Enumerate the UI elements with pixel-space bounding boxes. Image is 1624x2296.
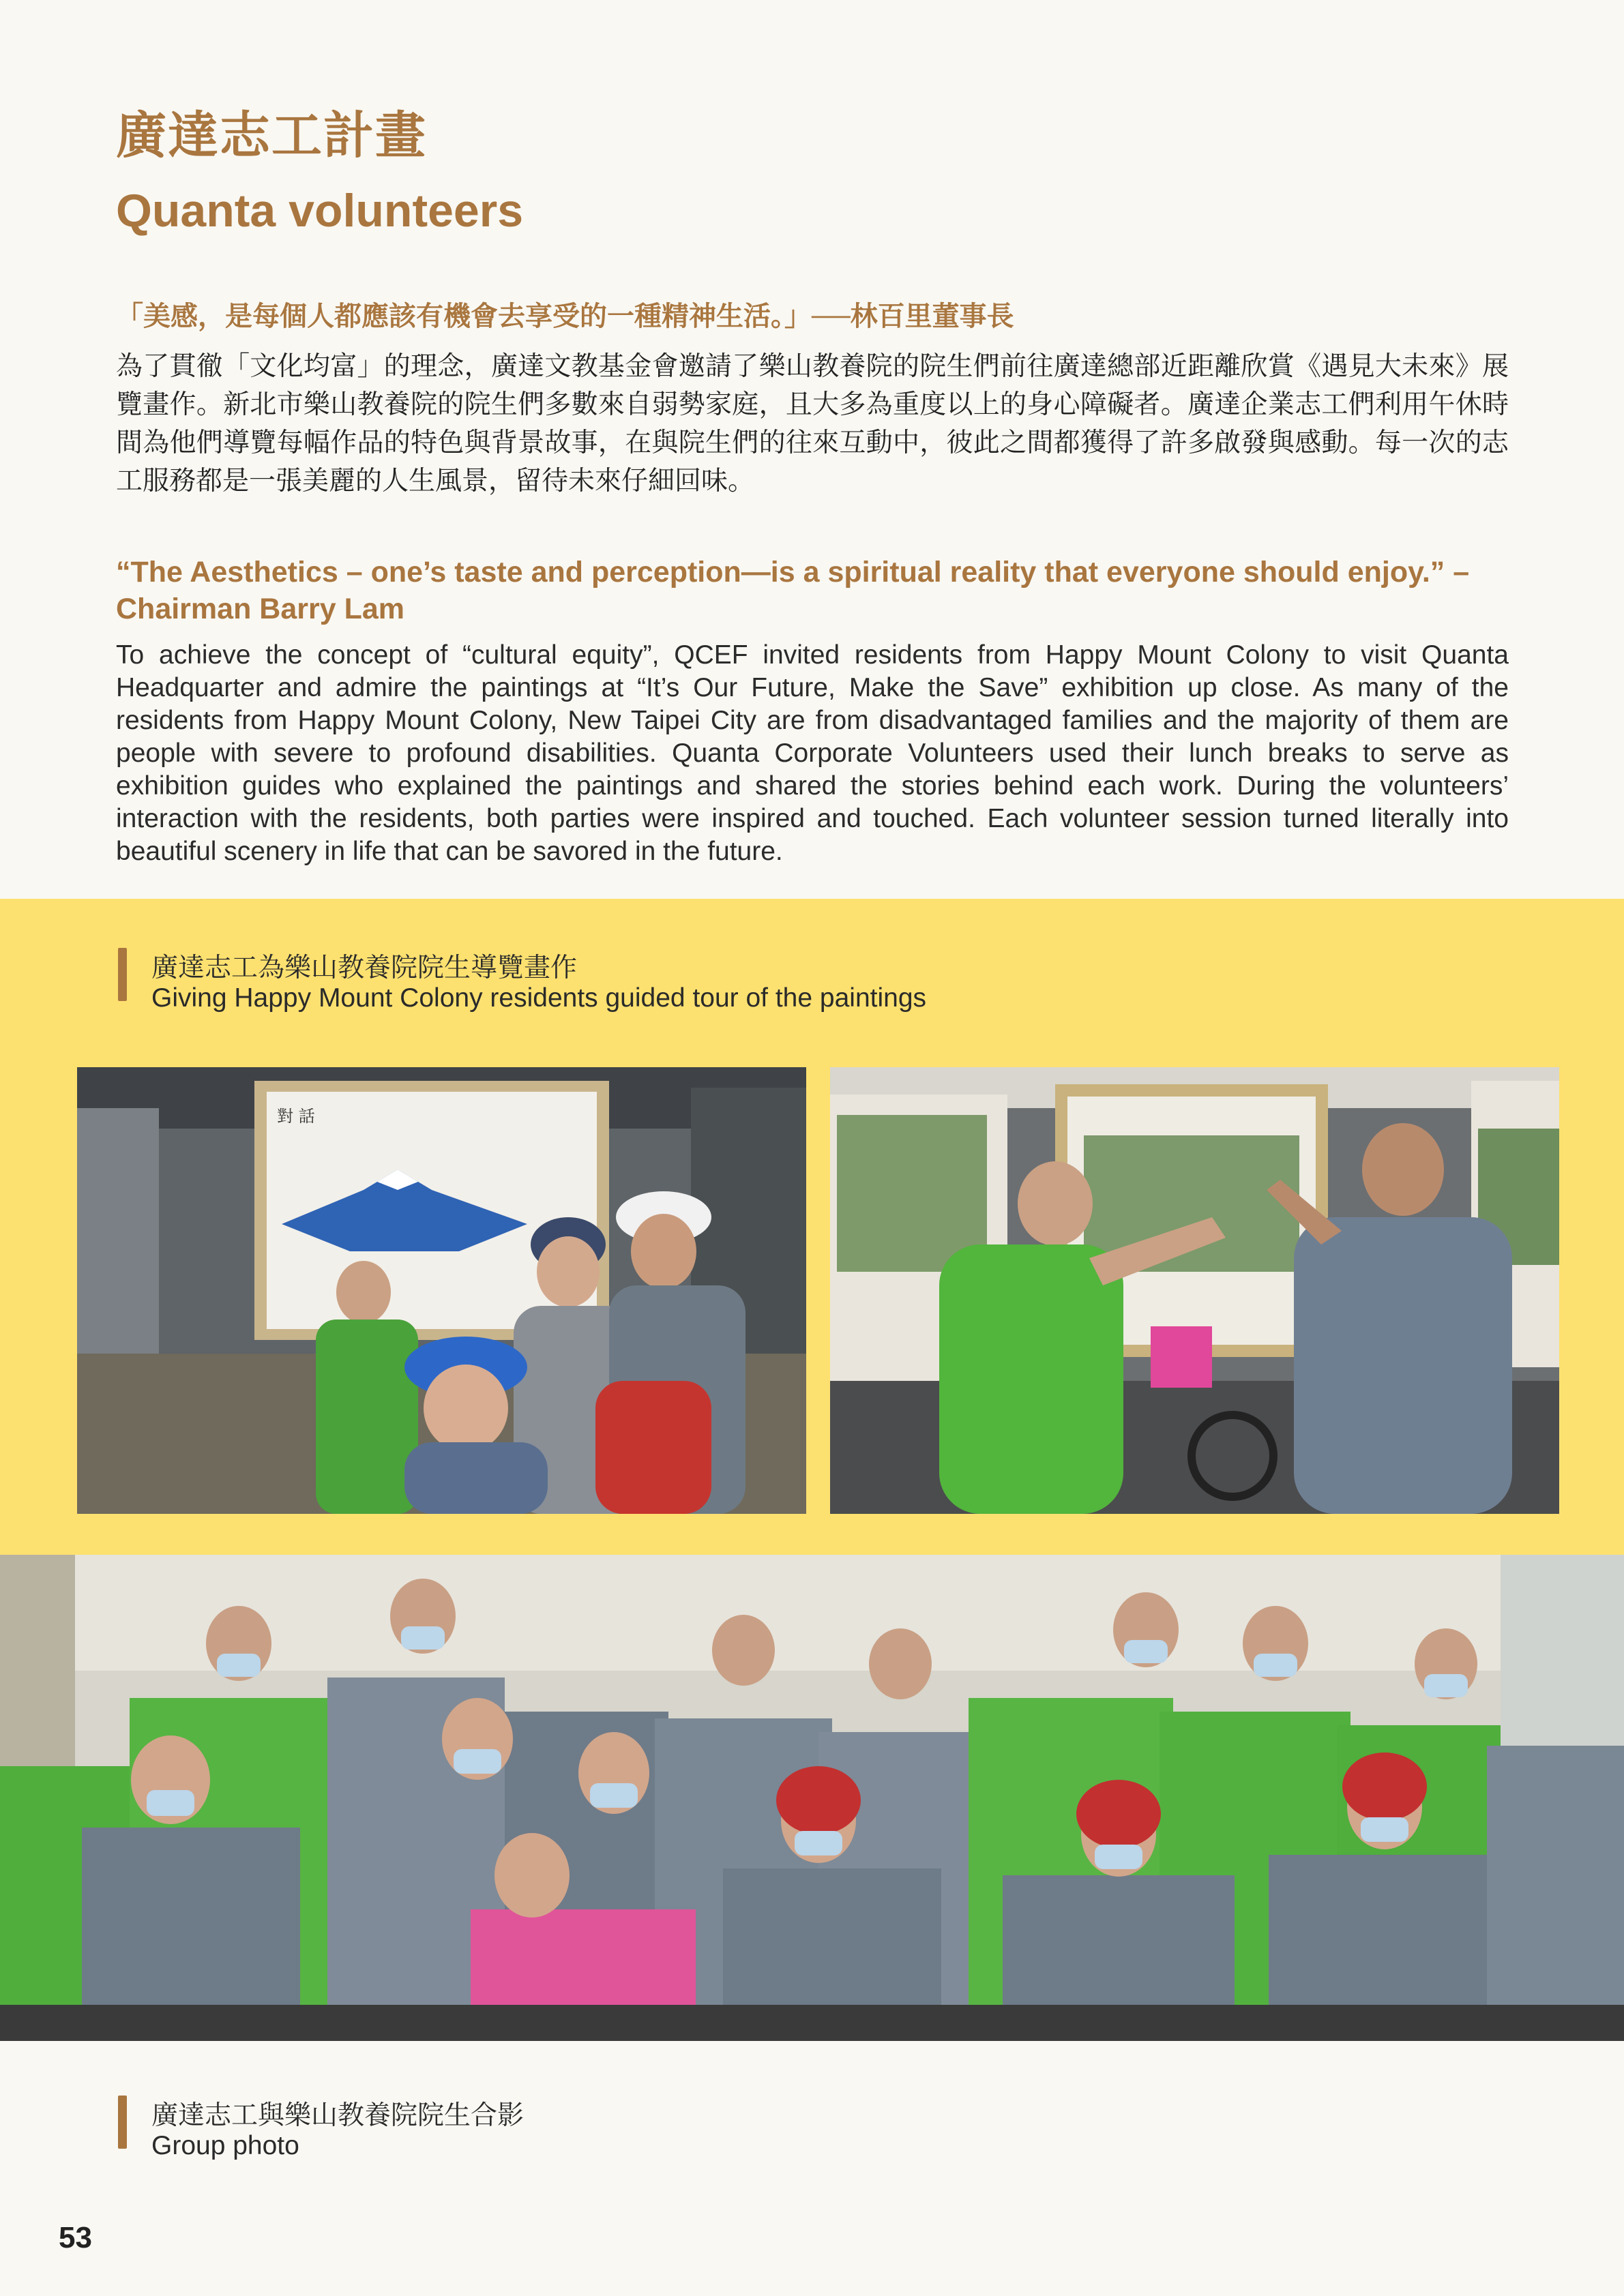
caption-tour-zh: 廣達志工為樂山教養院院生導覽畫作 [151,953,578,983]
page-number: 53 [59,2221,92,2254]
caption-marker [118,948,127,1001]
caption-marker [118,2096,127,2149]
caption-group-en: Group photo [151,2131,299,2160]
caption-group-zh: 廣達志工與樂山教養院院生合影 [151,2100,525,2131]
photo-guided-tour-left [77,1067,806,1514]
caption-tour-en: Giving Happy Mount Colony residents guided tour of the paintings [151,983,927,1013]
page-title-zh: 廣達志工計畫 [116,107,427,164]
painting-label-text: 對 話 [277,1107,315,1126]
photo-guided-tour-right [830,1067,1559,1514]
photo-group [0,1555,1624,2041]
paragraph-zh: 為了貫徹「文化均富」的理念，廣達文教基金會邀請了樂山教養院的院生們前往廣達總部近距離欣賞《遇見大未來》展覽畫作。新北市樂山教養院的院生們多數來自弱勢家庭，且大多為重度以上的身心障礙者。廣達企業志工們利用午休時間為他們導覽每幅作品的特色與背景故事，在與院生們的往來互動中，彼此之間都獲得了許多啟發與感動。每一次的志工服務都是一張美麗的人生風景，留待未來仔細回味。 [116,351,1509,496]
quote-zh: 「美感，是每個人都應該有機會去享受的一種精神生活。」──林百里董事長 [116,301,1014,331]
page-title-en: Quanta volunteers [116,185,524,237]
paragraph-en: To achieve the concept of “cultural equity”, QCEF invited residents from Happy Mount Colony to visit Quanta Headquarter and admire the paintings at “It’s Our Future, Make the Save” exhibition up close. As many of the residents from Happy Mount Colony, New Taipei City are from disadvantaged families and the majority of them are people with severe to profound disabilities. Quanta Corporate Volunteers used their lunch breaks to serve as exhibition guides who explained the paintings and shared the stories behind each work. During the volunteers’ interaction with the residents, both parties were inspired and touched. Each volunteer session turned literally into beautiful scenery in life that can be savored in the future. [116,640,1509,866]
painting-label [277,1107,315,1126]
quote-en: “The Aesthetics – one’s taste and perception—is a spiritual reality that everyone should enjoy.” – Chairman Barry Lam [116,556,1470,625]
